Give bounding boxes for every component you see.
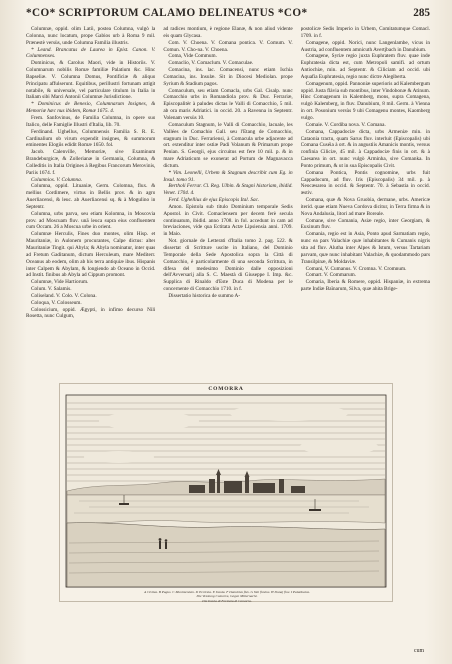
entry: Coma, Vide Commum.	[168, 53, 217, 60]
plate-title: COMORRA	[208, 386, 244, 392]
entry: Columnæ, oppid. olim Latii, postea Columna, vulgò la Colonna, nunc locatum, prope Gabios urb à Roma 9 mil. Prænestè versùs, unde Columna Familia illustris.	[26, 26, 156, 46]
entry: Frem. Sanfovinus, de Familia Columna, in opere suo Italico, delle Famiglie Illustri d'Italia, lib. 70.	[26, 114, 156, 128]
column-left	[26, 26, 155, 376]
caption-line: A Civitas. B Pagus. C Munimentum. D Ecclesia. E Insula. F Danubius fluv. G Vah fluvius. H Dunaj fluv. I Palatinatus.	[144, 590, 310, 594]
entry: Coliseland. V. Colo. V. Colona.	[31, 292, 97, 299]
column-right	[301, 26, 430, 376]
entry: Not. giornale de Letterati d'Italia tomo 2. pag. 522. & dissertat di Scritture uscite in Italiano, del Dominio Temporale della Sede Apostolica sopra la Città di Comacchio, è particolarmente di una seconda Scrittura, in difesa del medesimo Dominio dalle opposizioni dell'Avversarij alla S. C. Maestà di Giuseppe I. Imp. &c. Supplica di Rinaldo d'Este Duca di Modena per le concernente di Comacchio 1710. in f.	[163, 238, 293, 293]
caption-line: Die Insula di Fortezza di Comorra.	[202, 598, 252, 603]
running-header	[26, 7, 430, 23]
engraving-plate	[59, 383, 393, 603]
page-number: 285	[413, 7, 430, 19]
catchword: cum	[414, 648, 424, 654]
entry: Comaie. V. Cordiba nova. V. Comana.	[305, 121, 386, 128]
entry: Columna, urbs parva, seu etiam Kolomna, in Moscovia prov. ad Moscuam fluv. unā leuca supra eius confluentem cum Occam. 26 a Moscua urbe in orient.	[26, 210, 156, 231]
plate-caption	[60, 590, 394, 603]
entry: Coloqua, V. Colosseum.	[31, 299, 82, 306]
entry: Comaculum Stagnum, le Valli di Comacchio, lacuale, les Vallées de Comachio Gall. seu l'Etang de Comacchio, stagnum in Duc. Ferrariensi, à Comacula urbe adjacente ad ort. extenditur inter ostiæ Padi Volanum & Primarum prope Penian. S. Georgii, ejus circuitus est fere 10 mil. p. & in mare Adriaticum se exonerat ad Portum de Magnavacca dictum.	[163, 121, 293, 169]
entry: * Leand. Brancatus de Laurea in Epist. Canon. V. Columnenses.	[26, 46, 156, 60]
entry: Comani, V. Cumanus. V. Cromna. V. Cromnum.	[305, 265, 407, 272]
entry: Columnæ, Vide Hartiorum.	[31, 279, 89, 286]
entry: Dissertatio historica de summo A-	[168, 292, 241, 299]
entry: ad radices montium, è regione Elanæ, & non aliud vidente eis quam Glycasa.	[163, 26, 293, 39]
entry: Columnæ Herculis, Fines duo montes, olim Hisp. et Mauritaniæ, in Aulonem procurantes, Calpe dictus: alter Mauritaniæ Tingit. qui Abyla; & Abyla nominatur, inter quas ad Fretum Gaditanum, dictum Herculeum, mare Mediterr. Oceanus ab eodem, olim ab his terra antiquiæ ibus. Hispanis inter Calpem & Abylam, & longiendo ab Oceano in Occid. ad Instit. finibus ab Abyla ad Cippum promont.	[26, 231, 156, 279]
entry: Columna, oppid. Lituaniæ, Germ. Colomna, flux. & mellius Cordimere, virtus in Bellis prov. & in agro Auerliacensi, & leuc. ab Auerliacensi sq. & à Mogulino in Septentr.	[26, 183, 156, 210]
entry: Comana Pontica, Pontis cognomine, urbs fuit Cappadocum, ad fluv. Iris (Episcopalis) 34 mil. p. à Neocæsarea in occid. & Septentr. 70. à Sebastia in occid. æstiv.	[300, 169, 430, 197]
entry: Com. V. Choena. V. Comana pontica. V. Comum. V. Comun. V. Cho-na. V. Choena.	[163, 39, 293, 53]
entry: * Dominicus de Benesio, Columnarum Insignes, & Memoriæ hæc nus ibidem, Romæ 1675. 4.	[26, 101, 156, 115]
running-title: *CO* SCRIPTORUM CALAMO DELINEATUS *CO*	[26, 7, 308, 19]
entry: Comana, quæ & Nova Gruobia, dermane, urbs. Americæ iterid. quae etiam Nueva Cordova dicitur, in Terra firma & in Nova Andalusia, litori ad mare Boreale.	[300, 197, 430, 217]
entry: * Vim. Leonelli, Urbem & Stagnum describit cum Eg. in Insul. tomo 91.	[163, 169, 293, 183]
entry: Colum. V. Salamis.	[31, 286, 72, 293]
entry: Comaclio, V. Comaclum. V. Comaculae.	[168, 60, 254, 67]
column-middle	[163, 26, 292, 376]
engraving-illustration	[59, 383, 393, 603]
entry: Comaculum, seu etiam Comacla, urbs Gal. Cisalp. nunc Comacchio urbs in Romandiola prov. & Duc. Ferrariæ, Episcopalitèr à paludes dictas le Valli di Comacchio, 5 mil. ab ora maris Adriatici. in occid. 20. a Ravenna in Septentr. Volenam versùs 10.	[163, 87, 293, 121]
entry: Amon. Epistola sub titulo Dominium temporale Sedis Apostol. in Civit. Comaclensem per decem ferè secula continuatum, ibidid. anno 1708. in fol. accedunt in cam ad breviaciones, vide qua Ectitata Actæ Lipsiensia anni. 1709. in Maio.	[163, 203, 293, 238]
entry: Comagenum, oppid. Pannoniæ superioris ad Kalembergum oppid. Justa flàvia sub montibus, inter Vindobonæ & Atinum. Hinc Comagenum in Kalemberg, mons, supra Comagena, vulgò Kalemberg, in fluv. Danubium, 8 mil. Germ. à Vienna in ort. Posonium versùs 9 ubi Comagenu montes, Kaomberg vulgo.	[300, 80, 430, 121]
entry: Dominicus, & Carolus Maori, vide in Historiis. V. Columnarum nobilis Romæ familiæ Palatium &c. Hinc Bapseliæ. V. Columna Domus, Pontificiæ & aliquo Principatu affulserunt. Equitibus, perillustri fortunam attigit notabile, & universale, vel particulare titulum in Italia in Italiam sibi Marci Antonii Columnæ Jurisdictione.	[26, 60, 156, 101]
entry: Comana, Cappadociæ dicta, urbs Armeniæ min. in Cataonia tractu, quam Sarus fluv. interluit (Episcopalis) ubi Comana Cuséia à ort. & in angustiis Amanicis montis, versus confinia Ciliciæ, 45 mil. à Cappadociæ finis in ort. & à Caesarea in ort. nunc vulgò Arminha, sive Comanka. In Ponto primum, & ut in sua Episcopalis Civit.	[300, 128, 430, 169]
entry: Comart. V. Commarum.	[305, 272, 357, 279]
entry: Comagene, oppid. Norici, nunc Langenlambe, vicus in Austria, ad confluentem amnicuth Avertjbach in Danubium.	[300, 39, 430, 53]
caption-line: Die Vesstung Comorra, Gegen Mitternacht.	[196, 594, 258, 599]
entry: Colossicium, oppid. Ægypti, in infimo decurso Nili Rosetta, nunc Culgum,	[26, 306, 156, 320]
entry: Ferd. Ughellius de ejus Episcopis Ital. Sac.	[168, 197, 260, 204]
entry: Comania, regio est in Asia, Ponto apud Sarmatiam regio, nunc ea pars Valachiæ quæ inhabitantes & Cumanis nigris sita ad fluv. Alutha inter Alpes & Istum, versus Tartariam parvam, quæ nunc inhabitant Valachiæ, & quodammodo pars Transilpinæ, & Moldaviæ.	[300, 231, 430, 265]
entry: postolicæ Sedis Imperio in Urbem, Comitatumque Comacl. 1709. in f.	[300, 26, 430, 39]
entry: Bertholi Ferrar. Cl. Reg. Ulbin. & Stagni historiam, ibidid. Venet. 1704. 4.	[163, 183, 293, 197]
entry: Columnios. V. Columna.	[31, 176, 83, 183]
entry: Comane, sive Comania, Asiæ regio, inter Georgiam, & Euxinum fluv.	[300, 217, 430, 231]
entry: Comaria, Iberia & Romere, oppid. Hispaniæ, in extrema parte Indiæ Baïnarum, Silva, quæ ahita Brige-	[300, 279, 430, 293]
foreground	[67, 523, 385, 587]
river	[67, 495, 385, 523]
entry: Jacob. Calenville, Memoriæ, sive Examinum Brandeburgicæ, & Zollerianæ in Germania, Columna, & Colleditis in Italia Origines à Regibus Francorum Merovinis, Pariis 1674. f.	[26, 149, 156, 176]
entry: Ferdinand. Ughellus, Columnensis Familia S. R. E. Cardinalium ob virum expendit insignes, & summorum eminentes Elogiis edidit Romæ 1650. fol.	[26, 128, 156, 149]
text-columns	[26, 26, 430, 376]
entry: Comagene, Syriæ regio juxta Euphratem fluv. quae inde Euphratesia dicta est, cum Metropoli samifi. ad ortum Antiochiæ, min. ad Septentr. & Ciliciam ad occid. ubi Aquafia Euphratesia, regio nunc dictre Alegiberta.	[300, 53, 430, 80]
entry: Comacina, ins. lac. Comacensi, nunc etiam Ischia Comacina, ins. Insulæ. Sit in Diocesi Mediolan. prope Syrium & Stadium pagos.	[163, 67, 293, 87]
